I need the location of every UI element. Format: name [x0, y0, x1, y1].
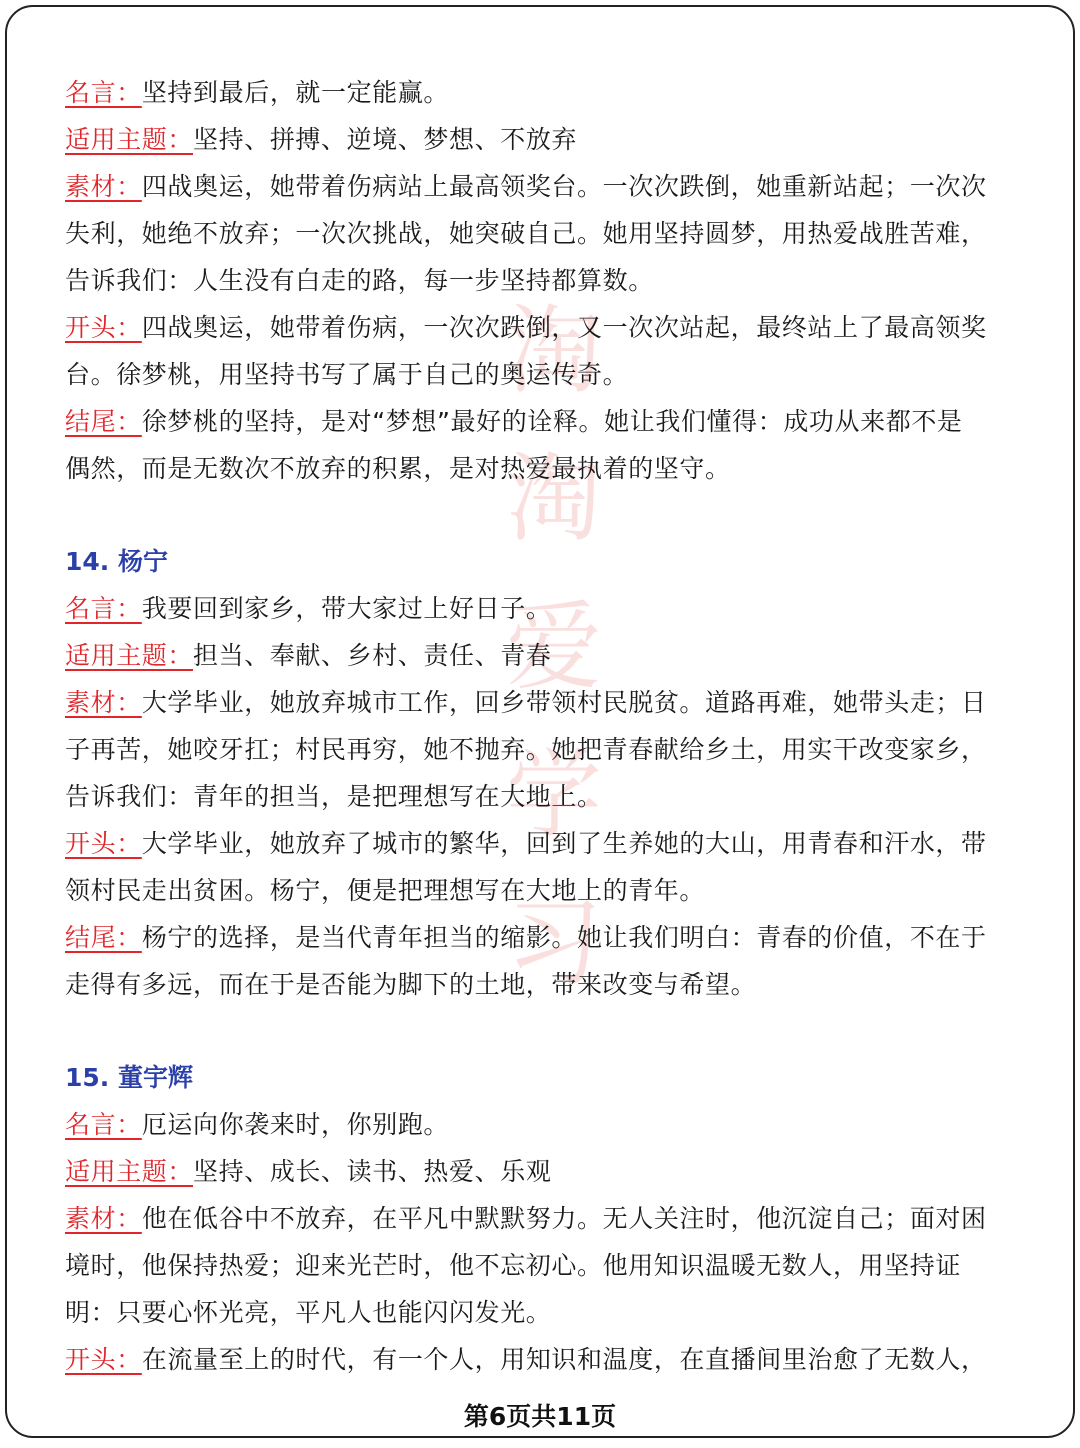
watermark-char: 学 [506, 739, 602, 851]
section-heading: 15. 董宇辉 [65, 1063, 193, 1092]
opening-line [65, 1336, 1015, 1383]
theme-text: 担当、奉献、乡村、责任、青春 [193, 641, 552, 670]
material-text: 他在低谷中不放弃，在平凡中默默努力。无人关注时，他沉淀自己；面对困 [141, 1204, 987, 1233]
opening-line: 台。徐梦桃，用坚持书写了属于自己的奥运传奇。 [65, 360, 629, 389]
ending-line: 偶然，而是无数次不放弃的积累，是对热爱最执着的坚守。 [65, 454, 731, 483]
material-label: 素材： [65, 1204, 142, 1233]
material-label: 素材： [65, 172, 142, 201]
theme-text: 坚持、成长、读书、热爱、乐观 [193, 1157, 552, 1186]
ending-label: 结尾： [65, 923, 142, 952]
opening-label: 开头： [65, 313, 142, 342]
theme-line [65, 632, 1015, 679]
ending-text: 徐梦桃的坚持，是对“梦想”最好的诠释。她让我们懂得：成功从来都不是 [141, 407, 963, 436]
watermark-char: 习 [506, 887, 602, 999]
section-14 [65, 538, 1015, 1008]
watermark-char: 爱 [506, 591, 602, 703]
theme-label: 适用主题： [65, 641, 194, 670]
quote-line [65, 69, 1015, 116]
theme-text: 坚持、拼搏、逆境、梦想、不放弃 [193, 125, 578, 154]
theme-label: 适用主题： [65, 1157, 194, 1186]
material-line: 告诉我们：人生没有白走的路，每一步坚持都算数。 [65, 266, 654, 295]
quote-text: 我要回到家乡，带大家过上好日子。 [141, 594, 552, 623]
theme-line [65, 1148, 1015, 1195]
quote-line [65, 1101, 1015, 1148]
material-label: 素材： [65, 688, 142, 717]
document-page [5, 5, 1075, 1438]
material-line: 告诉我们：青年的担当，是把理想写在大地上。 [65, 782, 603, 811]
opening-text: 四战奥运，她带着伤病，一次次跌倒，又一次次站起，最终站上了最高领奖 [141, 313, 987, 342]
ending-line [65, 914, 1015, 961]
section-15 [65, 1054, 1015, 1383]
material-line: 明：只要心怀光亮，平凡人也能闪闪发光。 [65, 1298, 552, 1327]
opening-label: 开头： [65, 829, 142, 858]
quote-line [65, 585, 1015, 632]
section-heading: 14. 杨宁 [65, 547, 168, 576]
document-content [65, 69, 1015, 1383]
opening-text: 大学毕业，她放弃了城市的繁华，回到了生养她的大山，用青春和汗水，带 [141, 829, 987, 858]
material-text: 大学毕业，她放弃城市工作，回乡带领村民脱贫。道路再难，她带头走；日 [141, 688, 987, 717]
quote-text: 厄运向你袭来时，你别跑。 [141, 1110, 450, 1139]
material-line [65, 679, 1015, 726]
material-line: 失利，她绝不放弃；一次次挑战，她突破自己。她用坚持圆梦，用热爱战胜苦难， [65, 219, 987, 248]
quote-label: 名言： [65, 1110, 142, 1139]
opening-text: 在流量至上的时代，有一个人，用知识和温度，在直播间里治愈了无数人， [141, 1345, 987, 1374]
section-gap [65, 492, 1015, 538]
material-line [65, 1195, 1015, 1242]
ending-line: 走得有多远，而在于是否能为脚下的土地，带来改变与希望。 [65, 970, 757, 999]
section-gap [65, 1008, 1015, 1054]
quote-text: 坚持到最后，就一定能赢。 [141, 78, 450, 107]
material-line [65, 163, 1015, 210]
page-number: 第6页共11页 [463, 1402, 617, 1431]
material-line: 境时，他保持热爱；迎来光芒时，他不忘初心。他用知识温暖无数人，用坚持证 [65, 1251, 962, 1280]
quote-label: 名言： [65, 594, 142, 623]
opening-line [65, 820, 1015, 867]
theme-line [65, 116, 1015, 163]
ending-text: 杨宁的选择，是当代青年担当的缩影。她让我们明白：青春的价值，不在于 [141, 923, 987, 952]
opening-line: 领村民走出贫困。杨宁，便是把理想写在大地上的青年。 [65, 876, 706, 905]
quote-label: 名言： [65, 78, 142, 107]
opening-label: 开头： [65, 1345, 142, 1374]
watermark-char: 淘 [506, 295, 602, 407]
intro-block [65, 69, 1015, 492]
ending-line [65, 398, 1015, 445]
ending-label: 结尾： [65, 407, 142, 436]
watermark-char: 淘 [506, 443, 602, 555]
material-line: 子再苦，她咬牙扛；村民再穷，她不抛弃。她把青春献给乡土，用实干改变家乡， [65, 735, 987, 764]
opening-line [65, 304, 1015, 351]
material-text: 四战奥运，她带着伤病站上最高领奖台。一次次跌倒，她重新站起；一次次 [141, 172, 987, 201]
theme-label: 适用主题： [65, 125, 194, 154]
